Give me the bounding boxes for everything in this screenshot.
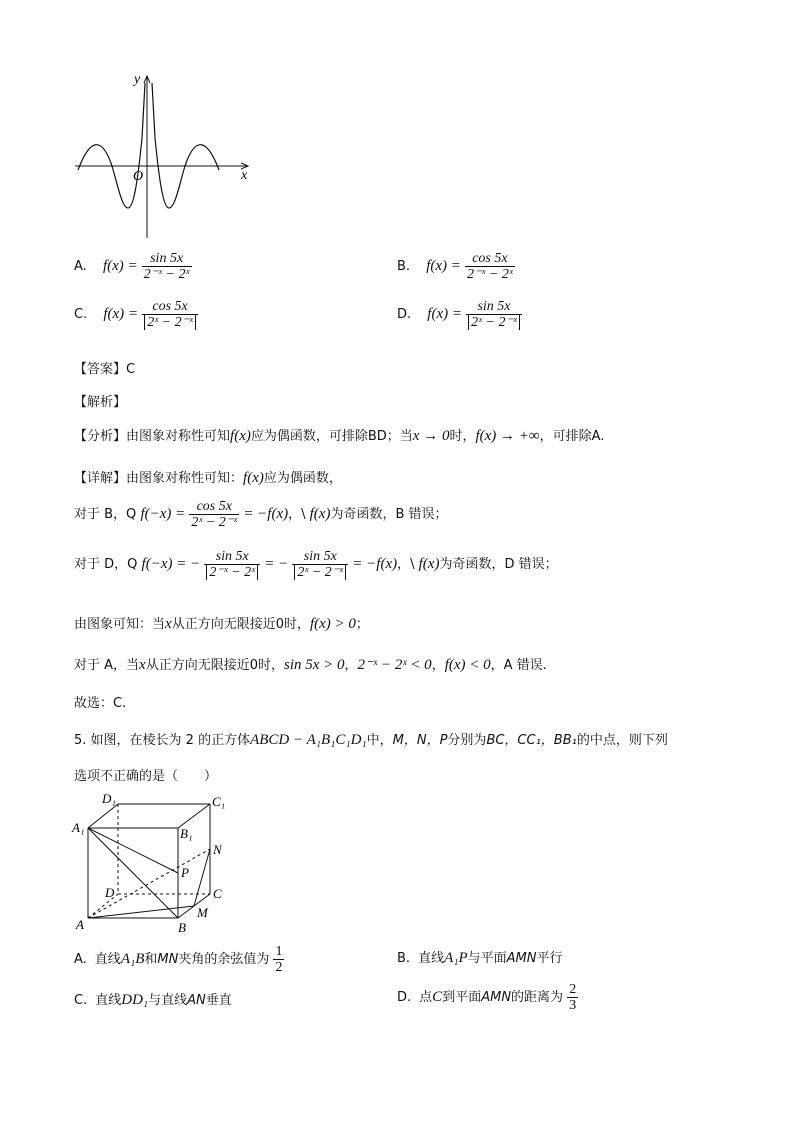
label-p: P [181,865,189,880]
label-a: A [76,917,84,932]
line-a: 对于 A，当x从正方向无限接近0时，sin 5x > 0，2⁻ˣ − 2ˣ < 0，f(x) < 0，A 错误. [74,657,547,673]
label-c1: C₁ [212,794,226,809]
q5-option-d: D. 点C到平面AMN的距离为 $\frac{2}{3}$ [397,982,577,1013]
q4-option-b: B. f(x) = $\frac{\cos 5x}{\text{2⁻ˣ − 2ˣ}}$ [397,251,513,282]
label-d1: D₁ [102,791,116,806]
label-a1: A₁ [72,820,85,835]
line-b: 对于 B，Q f(−x) = $\frac{\cos 5x}{\text{2ˣ − 2⁻ˣ}}$ = −f(x)，\ f(x)为奇函数，B 错误； [74,499,448,530]
curve [78,83,219,208]
q4-option-a: A. f(x) = $\frac{\sin 5x}{\text{2⁻ˣ − 2ˣ}}$ [74,251,190,282]
origin-label: O [133,169,144,184]
label-n: N [213,842,222,857]
label-b: B [178,920,186,935]
choose-line: 故选：C. [74,696,127,711]
q4-option-d: D. f(x) = $\frac{\sin 5x}{\text{2ˣ − 2⁻ˣ}}$ [397,299,522,330]
q5-stem-line1: 5. 如图，在棱长为 2 的正方体ABCD − A₁B₁C₁D₁中，M，N，P分别为BC，CC₁，BB₁的中点，则下列 [74,732,668,748]
xiangjie-line: 【详解】由图象对称性可知：f(x)应为偶函数， [74,470,342,486]
q5-option-a: A. 直线A₁B和MN夹角的余弦值为 $\frac{1}{2}$ [74,944,283,975]
x-axis-label: x [241,168,248,183]
label-d: D [105,885,115,900]
analysis-tag: 【解析】 [74,395,127,410]
q5-option-b: B. 直线A₁P与平面AMN平行 [397,950,563,966]
q5-option-c: C. 直线DD₁与直线AN垂直 [74,992,232,1008]
line-d: 对于 D，Q f(−x) = − $\frac{\sin 5x}{\text{2⁻ˣ − 2ˣ}}$ = − $\frac{\sin 5x}{\text{2ˣ − 2⁻ˣ}}$ = −f(x)，\ f(x)为奇函数，D 错误； [74,549,558,580]
function-graph [70,68,255,243]
y-axis-label: y [134,72,141,87]
q5-stem-line2: 选项不正确的是（ ） [74,769,218,784]
line-graph-observation: 由图象可知：当x从正方向无限接近0时，f(x) > 0； [74,616,369,632]
label-b1: B₁ [180,826,193,841]
answer-tag: 【答案】C [74,362,136,377]
q4-option-c: C. f(x) = $\frac{\cos 5x}{\text{2ˣ − 2⁻ˣ}}$ [74,299,198,330]
cube-figure [70,790,240,935]
fenxi-line: 【分析】由图象对称性可知f(x)应为偶函数，可排除BD；当x → 0时，f(x) → +∞，可排除A. [74,428,605,444]
label-c: C [213,886,222,901]
label-m: M [197,905,208,920]
